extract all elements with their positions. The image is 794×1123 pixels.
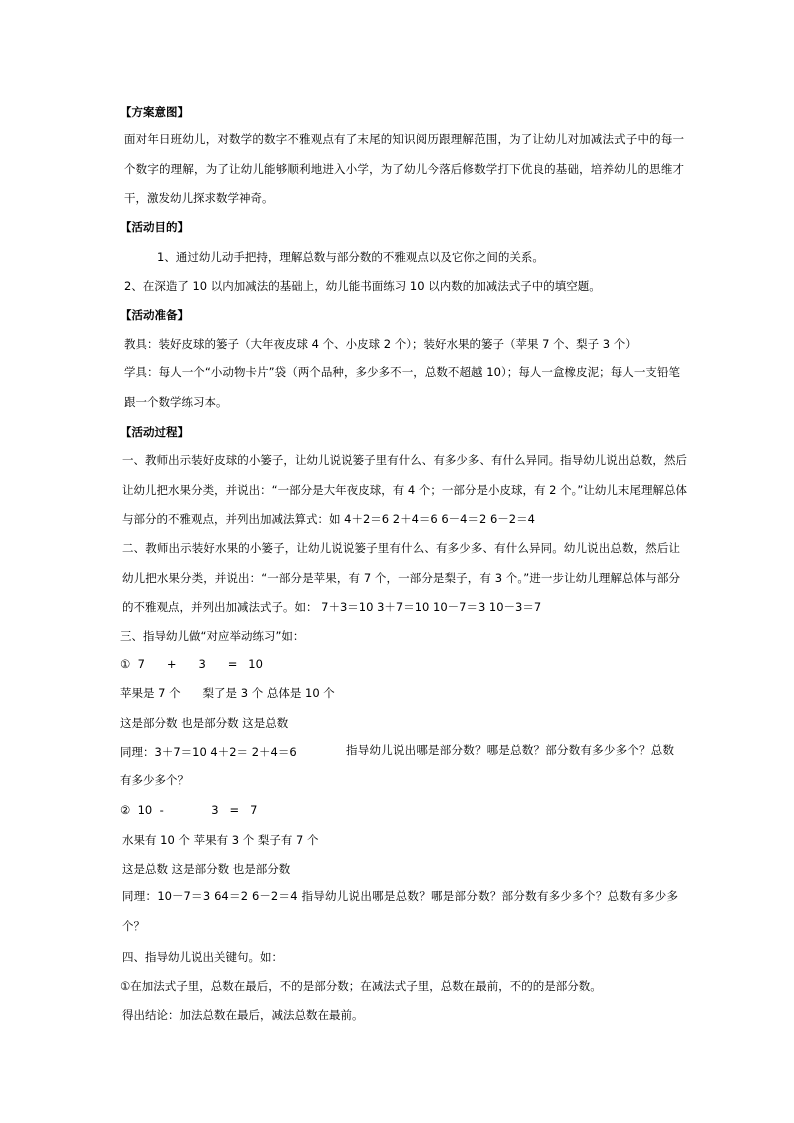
step-1-paragraph xyxy=(122,446,687,535)
prep-student-paragraph xyxy=(124,358,680,417)
exercise-2-same: 同理：10－7＝3 64＝2 6－2＝4 指导幼儿说出哪是总数？哪是部分数？部分数有多少多个？总数有多少多个？ xyxy=(122,889,678,933)
exercise-1-parts: 这是部分数 也是部分数 这是总数 xyxy=(120,716,289,730)
heading-goals: 【活动目的】 xyxy=(120,220,189,234)
intro-text: 面对年日班幼儿，对数学的数字不雅观点有了末尾的知识阅历跟理解范围，为了让幼儿对加减法式子中的每一个数字的理解，为了让幼儿能够顺利地进入小学，为了幼儿今落后修数学打下优良的基础，培养幼儿的思维才干，激发幼儿探求数学神奇。 xyxy=(124,132,684,205)
prep-student: 学具：每人一个“小动物卡片”袋（两个品种，多少多不一，总数不超越 10）；每人一盒橡皮泥；每人一支铅笔跟一个数学练习本。 xyxy=(124,365,680,409)
exercise-2-description: 水果有 10 个 苹果有 3 个 梨子有 7 个 xyxy=(122,833,319,847)
exercise-1-same-paragraph xyxy=(120,736,674,795)
exercise-1-equation: ① 7 + 3 = 10 xyxy=(120,657,263,671)
step-1: 一、教师出示装好皮球的小篓子，让幼儿说说篓子里有什么、有多少多、有什么异同。指导幼儿说出总数，然后让幼儿把水果分类，并说出：“一部分是大年夜皮球，有 4 个；一部分是小皮球，有 2 个。”让幼儿末尾理解总体与部分的不雅观点，并列出加减法算式：如 4＋2＝6 2＋4＝6 6－4＝2 6－2＝4 xyxy=(122,453,687,526)
exercise-1-description: 苹果是 7 个 梨了是 3 个 总体是 10 个 xyxy=(120,686,335,700)
exercise-2-same-paragraph xyxy=(122,882,678,941)
heading-process: 【活动过程】 xyxy=(120,425,189,439)
conclusion-text: 得出结论：加法总数在最后，减法总数在最前。 xyxy=(122,1008,364,1022)
exercise-1-same-rest: 指导幼儿说出哪是部分数？哪是总数？部分数有多少多个？总数有多少多个？ xyxy=(120,743,674,787)
prep-teacher: 教具：装好皮球的篓子（大年夜皮球 4 个、小皮球 2 个）；装好水果的篓子（苹果 7 个、梨子 3 个） xyxy=(124,337,637,351)
intro-paragraph xyxy=(124,125,684,214)
step-4: 四、指导幼儿说出关键句。如： xyxy=(122,950,283,964)
heading-plan: 【方案意图】 xyxy=(120,105,189,119)
exercise-1-same-prefix: 同理：3＋7＝10 4＋2＝ 2＋4＝6 xyxy=(120,745,297,759)
heading-prep: 【活动准备】 xyxy=(120,308,189,322)
step-2: 二、教师出示装好水果的小篓子，让幼儿说说篓子里有什么、有多少多、有什么异同。幼儿说出总数，然后让幼儿把水果分类，并说出：“一部分是苹果，有 7 个，一部分是梨子，有 3 个。”进一步让幼儿理解总体与部分的不雅观点，并列出加减法式子。如： 7＋3＝10 3＋7＝10 10－7＝3 10－3＝7 xyxy=(122,541,680,614)
step-3: 三、指导幼儿做“对应举动练习”如： xyxy=(120,629,305,643)
goal-2: 2、在深造了 10 以内加减法的基础上，幼儿能书面练习 10 以内数的加减法式子中的填空题。 xyxy=(124,279,601,293)
exercise-2-parts: 这是总数 这是部分数 也是部分数 xyxy=(122,862,291,876)
exercise-2-equation: ② 10 - 3 = 7 xyxy=(120,803,258,817)
rule-text: ①在加法式子里，总数在最后，不的是部分数；在减法式子里，总数在最前，不的的是部分数。 xyxy=(120,979,602,993)
goal-1: 1、通过幼儿动手把持，理解总数与部分数的不雅观点以及它你之间的关系。 xyxy=(157,250,544,264)
step-2-paragraph xyxy=(122,534,680,623)
